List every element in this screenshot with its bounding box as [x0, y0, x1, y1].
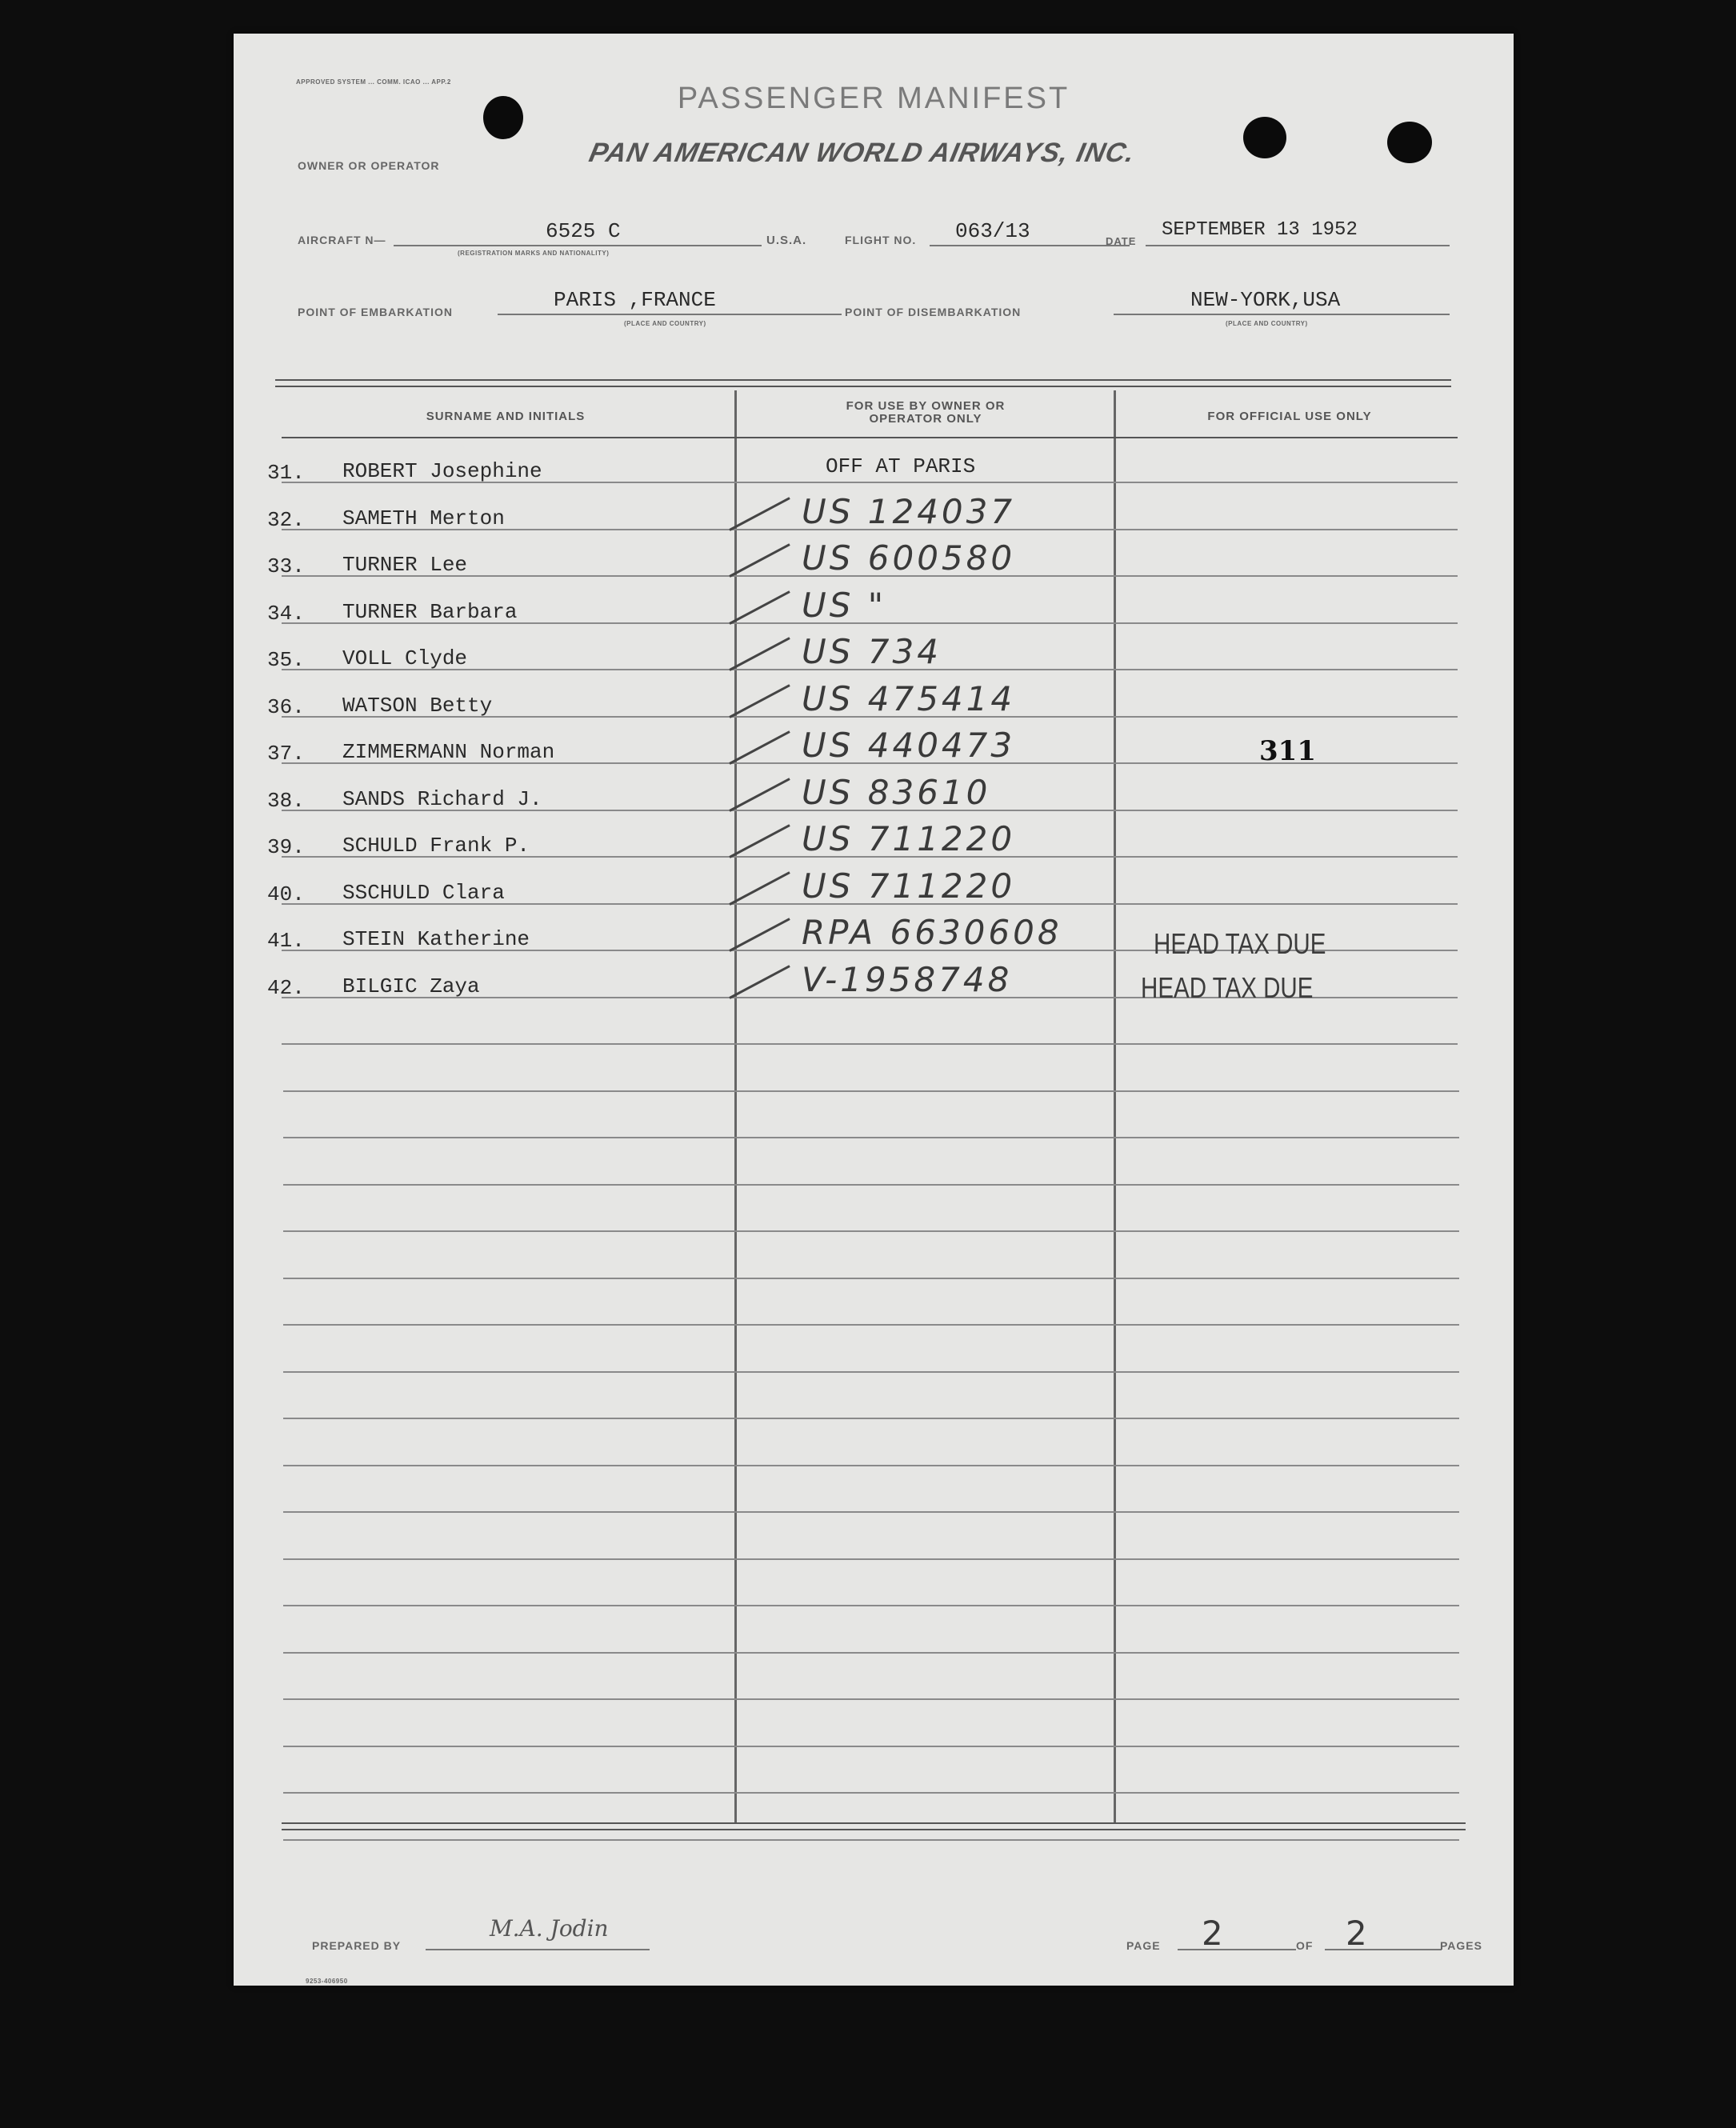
row-line — [283, 1278, 1459, 1279]
owner-entry: US 711220 — [802, 866, 1016, 906]
disembark-underline — [1114, 314, 1450, 315]
row-line — [283, 1511, 1459, 1513]
disembark-place: NEW-YORK,USA — [1190, 288, 1341, 312]
row-line — [282, 1043, 1458, 1045]
registration-note: (REGISTRATION MARKS AND NATIONALITY) — [458, 250, 610, 257]
embark-place: PARIS ,FRANCE — [554, 288, 716, 312]
table-row — [234, 492, 1514, 542]
col-name-header: SURNAME AND INITIALS — [426, 410, 586, 423]
passenger-name: ZIMMERMANN Norman — [342, 740, 555, 764]
passenger-number: 31. — [267, 461, 305, 485]
top-rule — [275, 386, 1451, 387]
prepared-label: PREPARED BY — [312, 1939, 402, 1952]
disembark-note: (PLACE AND COUNTRY) — [1226, 320, 1308, 327]
row-line — [283, 1137, 1459, 1138]
owner-entry: RPA 6630608 — [802, 913, 1062, 952]
flight-underline — [930, 245, 1130, 246]
page-label: PAGE — [1126, 1939, 1161, 1952]
check-mark — [729, 965, 790, 999]
of-underline — [1325, 1949, 1442, 1950]
passenger-number: 38. — [267, 789, 305, 813]
table-row — [234, 726, 1514, 775]
flight-label: FLIGHT NO. — [845, 234, 917, 246]
row-line — [283, 1418, 1459, 1419]
bottom-rule — [282, 1822, 1466, 1824]
row-line — [283, 1090, 1459, 1092]
owner-entry: US 711220 — [802, 819, 1016, 858]
table-row — [234, 450, 1514, 494]
check-mark — [729, 590, 790, 625]
row-line — [283, 1652, 1459, 1654]
passenger-name: TURNER Lee — [342, 553, 468, 577]
table-row — [234, 773, 1514, 822]
check-mark — [729, 918, 790, 952]
owner-entry: US 124037 — [802, 492, 1016, 531]
passenger-number: 32. — [267, 508, 305, 532]
bottom-rule — [282, 1829, 1466, 1830]
passenger-number: 36. — [267, 695, 305, 719]
flight-number: 063/13 — [955, 219, 1030, 243]
embark-label: POINT OF EMBARKATION — [298, 306, 453, 318]
check-mark — [729, 543, 790, 578]
header-rule — [282, 437, 1458, 438]
passenger-name: WATSON Betty — [342, 694, 493, 718]
passenger-number: 34. — [267, 602, 305, 626]
row-line — [283, 1839, 1459, 1841]
row-line — [283, 1605, 1459, 1606]
passenger-name: TURNER Barbara — [342, 600, 518, 624]
table-row — [234, 819, 1514, 869]
table-row — [234, 960, 1514, 1010]
page-total: 2 — [1346, 1914, 1370, 1953]
disembark-label: POINT OF DISEMBARKATION — [845, 306, 1022, 318]
punch-hole — [1387, 122, 1432, 163]
aircraft-label: AIRCRAFT N— — [298, 234, 386, 246]
aircraft-number: 6525 C — [546, 219, 621, 243]
page-number: 2 — [1202, 1914, 1226, 1953]
row-line — [283, 1230, 1459, 1232]
top-rule — [275, 379, 1451, 381]
aircraft-underline — [394, 245, 762, 246]
passenger-name: SSCHULD Clara — [342, 881, 505, 905]
passenger-number: 41. — [267, 929, 305, 953]
check-mark — [729, 824, 790, 858]
owner-entry: US 83610 — [802, 773, 991, 812]
table-row — [234, 586, 1514, 635]
table-row — [234, 866, 1514, 916]
official-entry: 311 — [1259, 735, 1316, 767]
passenger-number: 42. — [267, 976, 305, 1000]
col-owner-header: FOR USE BY OWNER OR OPERATOR ONLY — [846, 399, 1006, 426]
punch-hole — [1243, 117, 1286, 158]
passenger-name: SANDS Richard J. — [342, 787, 542, 811]
passenger-name: SCHULD Frank P. — [342, 834, 530, 858]
table-row — [234, 632, 1514, 682]
passenger-number: 35. — [267, 648, 305, 672]
col-official-header: FOR OFFICIAL USE ONLY — [1207, 410, 1372, 423]
owner-entry: US 600580 — [802, 538, 1016, 578]
passenger-number: 33. — [267, 554, 305, 578]
usa-label: U.S.A. — [766, 234, 807, 247]
airline-name: PAN AMERICAN WORLD AIRWAYS, INC. — [586, 138, 1138, 168]
check-mark — [729, 637, 790, 671]
form-title: PASSENGER MANIFEST — [677, 82, 1070, 115]
check-mark — [729, 684, 790, 718]
official-entry: HEAD TAX DUE — [1141, 971, 1314, 1004]
passenger-number: 39. — [267, 835, 305, 859]
date-underline — [1146, 245, 1450, 246]
owner-label: OWNER OR OPERATOR — [298, 159, 440, 172]
row-line — [283, 1465, 1459, 1466]
prepared-underline — [426, 1949, 650, 1950]
table-row — [234, 679, 1514, 729]
owner-entry: US 475414 — [802, 679, 1016, 718]
punch-hole — [483, 96, 523, 139]
table-row — [234, 538, 1514, 588]
passenger-name: BILGIC Zaya — [342, 974, 480, 998]
page-underline — [1178, 1949, 1296, 1950]
manifest-page — [234, 34, 1514, 1986]
passenger-name: STEIN Katherine — [342, 927, 530, 951]
row-line — [283, 1371, 1459, 1373]
passenger-number: 40. — [267, 882, 305, 906]
embark-underline — [498, 314, 842, 315]
form-code: 9253-406950 — [306, 1978, 348, 1985]
passenger-number: 37. — [267, 742, 305, 766]
row-line — [283, 1792, 1459, 1794]
passenger-name: ROBERT Josephine — [342, 459, 542, 483]
approval-note: APPROVED SYSTEM ... COMM. ICAO ... APP.2 — [296, 78, 451, 86]
embark-note: (PLACE AND COUNTRY) — [624, 320, 706, 327]
row-line — [283, 1184, 1459, 1186]
pages-label: PAGES — [1440, 1939, 1482, 1952]
of-label: OF — [1296, 1939, 1314, 1952]
check-mark — [729, 497, 790, 531]
passenger-name: VOLL Clyde — [342, 646, 468, 670]
check-mark — [729, 778, 790, 812]
row-line — [283, 1558, 1459, 1560]
owner-entry: V-1958748 — [802, 960, 1013, 999]
passenger-name: SAMETH Merton — [342, 506, 505, 530]
table-row — [234, 913, 1514, 962]
owner-entry: US 734 — [802, 632, 942, 671]
preparer-signature: M.A. Jodin — [490, 1915, 609, 1942]
row-line — [283, 1746, 1459, 1747]
row-line — [283, 1324, 1459, 1326]
flight-date: SEPTEMBER 13 1952 — [1162, 219, 1358, 241]
owner-entry: US 440473 — [802, 726, 1016, 765]
owner-entry: US " — [802, 586, 887, 625]
check-mark — [729, 871, 790, 906]
owner-entry: OFF AT PARIS — [826, 454, 976, 478]
row-line — [283, 1698, 1459, 1700]
check-mark — [729, 730, 790, 765]
date-label: DATE — [1106, 235, 1137, 247]
official-entry: HEAD TAX DUE — [1154, 927, 1326, 960]
